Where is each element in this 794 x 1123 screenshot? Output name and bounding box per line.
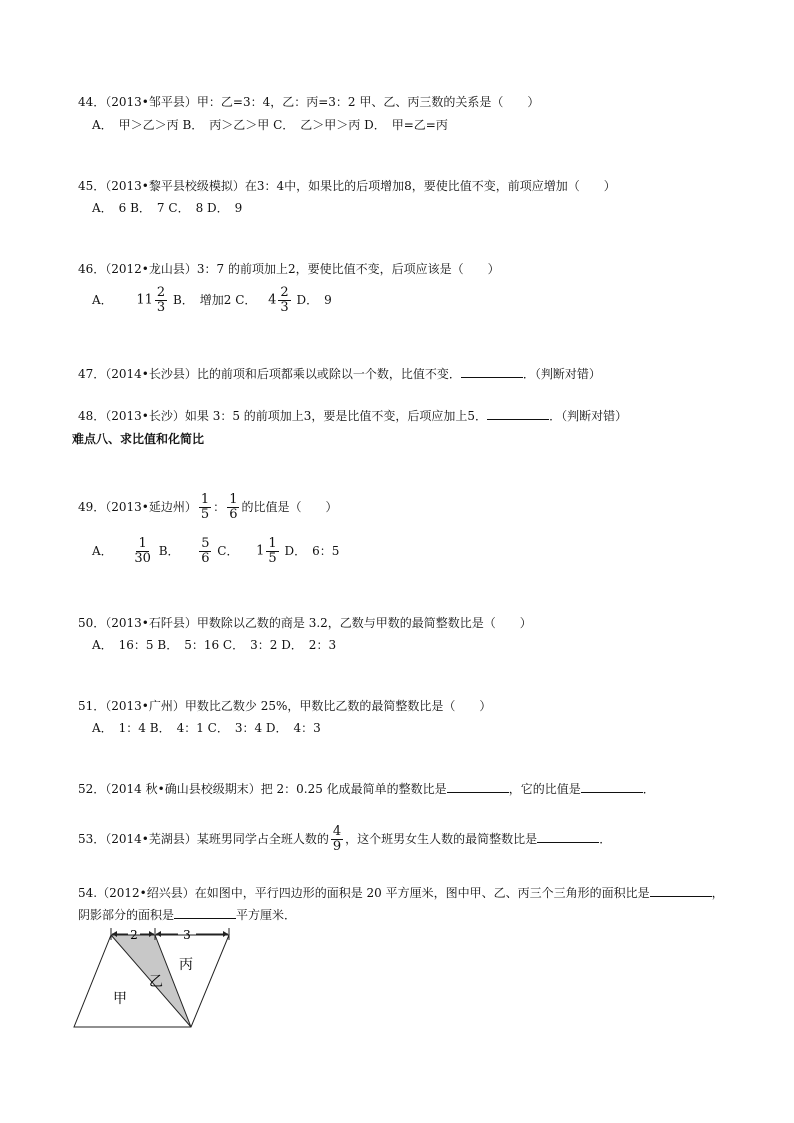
q48-answer-blank[interactable]: [487, 419, 549, 420]
label-bing: 丙: [179, 957, 193, 973]
arrow-head: [156, 931, 161, 937]
q54-line1: [78, 885, 724, 901]
q48-suffix: ．（判断对错）: [549, 409, 628, 423]
q49-f2-num: 1: [229, 492, 238, 507]
q49-fraction-2: [227, 493, 239, 522]
q53-stem: 53．（2014•芜湖县）某班男同学占全班人数的: [78, 832, 329, 846]
q49-f2-den: 6: [229, 507, 238, 522]
q49-opt-a-label: A．: [92, 544, 113, 558]
q52-end: ．: [642, 782, 655, 796]
q46-options: [92, 284, 332, 317]
q54-line1-end: ，: [711, 886, 724, 900]
q54-line2b: 平方厘米．: [236, 908, 297, 922]
label-jia: 甲: [113, 991, 127, 1007]
q49-opt-c-fraction: [266, 537, 278, 566]
q46-opt-a-label: A．: [92, 293, 113, 307]
q53-f-num: 4: [332, 824, 342, 839]
q49-opt-c-den: 5: [268, 551, 277, 566]
q49-opt-c-num: 1: [268, 536, 277, 551]
q50-stem: 50．（2013•石阡县）甲数除以乙数的商是 3.2，乙数与甲数的最简整数比是（ ）: [78, 616, 532, 630]
q49-suffix: 的比值是（ ）: [241, 500, 338, 514]
q54-blank-1[interactable]: [650, 896, 712, 897]
q46-opt-a-num: 2: [156, 285, 166, 300]
q46-opt-c-den: 3: [280, 300, 289, 315]
q47-suffix: ．（判断对错）: [522, 367, 601, 381]
q45-stem: 45．（2013•黎平县校级模拟）在3：4中，如果比的后项增加8，要使比值不变，前项应增加（ ）: [78, 179, 616, 193]
q49-opt-b-fraction: [199, 537, 211, 566]
q49-stem: [78, 490, 337, 524]
q49-fraction-1: [199, 493, 211, 522]
dim-label-2: 2: [130, 928, 138, 942]
q49-opt-a-den: 30: [134, 551, 151, 566]
q49-f1-num: 1: [200, 492, 210, 507]
q44-options: A． 甲＞乙＞丙 B． 丙＞乙＞甲 C． 乙＞甲＞丙 D． 甲=乙=丙: [92, 118, 448, 132]
q47-stem: 47．（2014•长沙县）比的前项和后项都乘以或除以一个数，比值不变．: [78, 367, 461, 381]
label-yi: 乙: [149, 974, 163, 990]
q46-opt-a-whole: 11: [136, 292, 153, 308]
q50-options: A． 16：5 B． 5：16 C． 3：2 D． 2：3: [92, 638, 337, 652]
q46-opt-a-fraction: [155, 286, 167, 315]
q54-blank-2[interactable]: [174, 918, 236, 919]
parallelogram-figure: [60, 920, 260, 1040]
q53-end: ．: [599, 832, 612, 846]
dim-label-3: 3: [183, 928, 191, 942]
q52: [78, 781, 655, 797]
q46-opt-b: B． 增加2 C．: [172, 293, 257, 307]
q53-blank[interactable]: [537, 842, 599, 843]
q44-stem: 44．（2013•邹平县）甲：乙=3：4，乙：丙=3：2 甲、乙、丙三数的关系是（ ）: [78, 95, 540, 109]
q49-opt-c-label: C．: [217, 544, 239, 558]
q49-opt-a-fraction: [132, 537, 153, 566]
q49-prefix: 49．（2013•延边州）: [78, 500, 197, 514]
q53: [78, 822, 611, 856]
q53-fraction: [331, 825, 343, 854]
q49-opt-a-num: 1: [138, 536, 147, 551]
q46-opt-c-fraction: [278, 286, 290, 315]
q52-stem: 52．（2014 秋•确山县校级期末）把 2：0.25 化成最简单的整数比是: [78, 782, 447, 796]
section-title: 难点八、求比值和化简比: [72, 432, 205, 446]
q49-opt-c-whole: 1: [256, 543, 265, 559]
q48-stem: 48．（2013•长沙）如果 3：5 的前项加上3，要是比值不变，后项应加上5．: [78, 409, 488, 423]
q49-f1-den: 5: [200, 507, 210, 522]
q52-blank-1[interactable]: [447, 792, 509, 793]
q46-stem: 46．（2012•龙山县）3：7 的前项加上2，要使比值不变，后项应该是（ ）: [78, 262, 500, 276]
q47-answer-blank[interactable]: [461, 377, 523, 378]
q51-options: A． 1：4 B． 4：1 C． 3：4 D． 4：3: [92, 721, 321, 735]
q45-options: A． 6 B． 7 C． 8 D． 9: [92, 201, 243, 215]
q49-colon: ：: [213, 500, 226, 514]
q52-blank-2[interactable]: [581, 792, 643, 793]
q49-opt-d: D． 6：5: [284, 544, 340, 558]
q49-options: [92, 534, 339, 569]
q46-opt-c-num: 2: [280, 285, 289, 300]
q51-stem: 51．（2013•广州）甲数比乙数少 25%，甲数比乙数的最简整数比是（ ）: [78, 699, 492, 713]
q54-stem: 54.（2012•绍兴县）在如图中，平行四边形的面积是 20 平方厘米，图中甲、乙、丙三个三角形的面积比是: [78, 886, 650, 900]
q53-f-den: 9: [332, 839, 342, 854]
q46-opt-a-den: 3: [156, 300, 166, 315]
q53-mid: ，这个班男女生人数的最简整数比是: [345, 832, 538, 846]
q49-opt-b-num: 5: [201, 536, 210, 551]
q49-opt-b-label: B．: [158, 544, 180, 558]
q47: [78, 366, 601, 382]
arrow-head: [223, 931, 228, 937]
q46-opt-c-whole: 4: [268, 292, 277, 308]
q49-opt-b-den: 6: [201, 551, 210, 566]
q52-mid: ，它的比值是: [508, 782, 581, 796]
q48: [78, 408, 627, 424]
q54-line2a: 阴影部分的面积是: [78, 908, 175, 922]
q46-opt-d: D． 9: [296, 293, 332, 307]
